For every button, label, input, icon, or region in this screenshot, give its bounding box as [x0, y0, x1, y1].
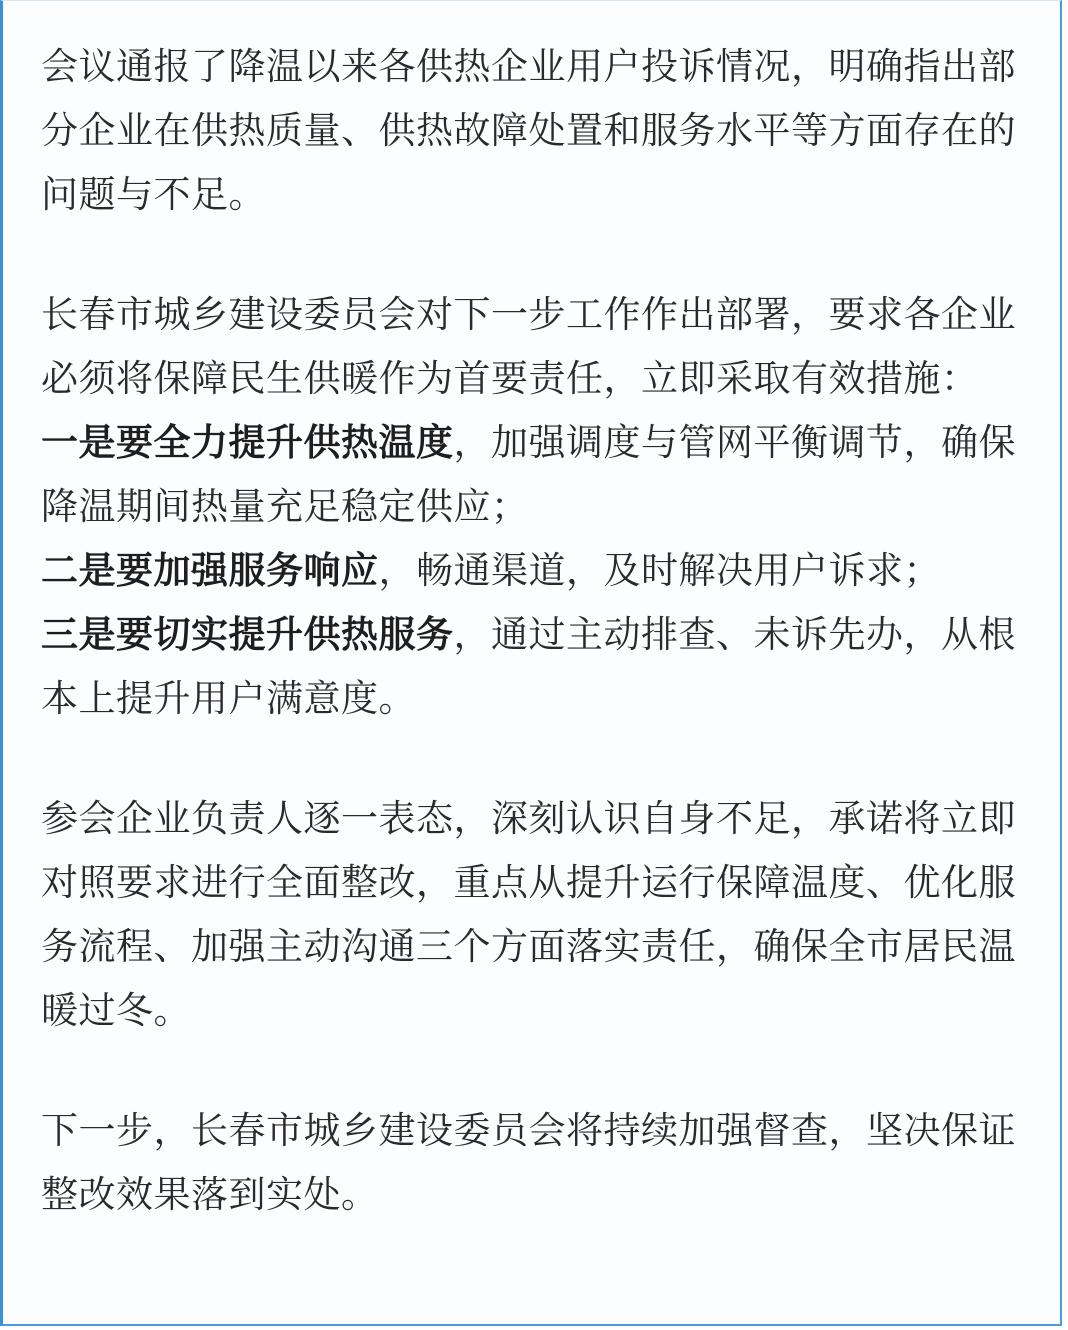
requirement-3-text: ，通过主动排查、未诉先办，从根本上提升用户满意度。 — [41, 613, 1016, 720]
paragraph-deployment: 长春市城乡建设委员会对下一步工作作出部署，要求各企业必须将保障民生供暖作为首要责任，立即采取有效措施： — [41, 293, 1016, 400]
requirement-3-bold: 三是要切实提升供热服务 — [41, 613, 454, 656]
paragraph-gap — [41, 731, 1041, 787]
requirement-2-bold: 二是要加强服务响应 — [41, 549, 379, 592]
requirement-item-2 — [41, 539, 1041, 603]
paragraph-report: 会议通报了降温以来各供热企业用户投诉情况，明确指出部分企业在供热质量、供热故障处置和服务水平等方面存在的问题与不足。 — [41, 45, 1016, 216]
article-body — [41, 35, 1041, 1227]
requirement-2-text: ，畅通渠道，及时解决用户诉求； — [378, 549, 941, 592]
paragraph-gap — [41, 227, 1041, 283]
paragraph-gap — [41, 1043, 1041, 1099]
requirement-item-3 — [41, 603, 1041, 731]
requirement-1-text: ，加强调度与管网平衡调节，确保降温期间热量充足稳定供应； — [41, 421, 1016, 528]
paragraph-next-step: 下一步，长春市城乡建设委员会将持续加强督查，坚决保证整改效果落到实处。 — [41, 1109, 1016, 1216]
requirement-1-bold: 一是要全力提升供热温度 — [41, 421, 454, 464]
paragraph-commitment: 参会企业负责人逐一表态，深刻认识自身不足，承诺将立即对照要求进行全面整改，重点从提升运行保障温度、优化服务流程、加强主动沟通三个方面落实责任，确保全市居民温暖过冬。 — [41, 797, 1016, 1032]
requirement-item-1 — [41, 411, 1041, 539]
